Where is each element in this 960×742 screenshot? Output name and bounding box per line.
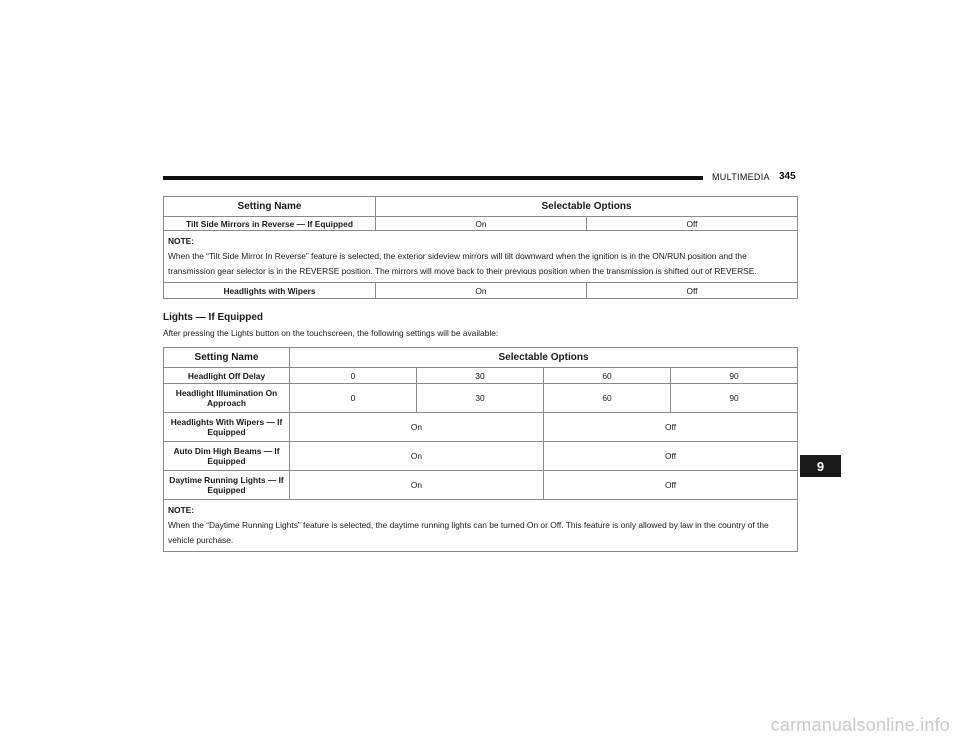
table-row	[164, 442, 798, 471]
option-value: 90	[671, 384, 798, 413]
option-value: 30	[417, 368, 544, 384]
chapter-tab: 9	[800, 455, 841, 477]
note-cell	[164, 231, 798, 283]
option-value: On	[290, 442, 544, 471]
header-selectable-options: Selectable Options	[290, 348, 798, 368]
header-setting-name: Setting Name	[164, 197, 376, 217]
section-heading: Lights — If Equipped	[163, 312, 263, 323]
table-row	[164, 413, 798, 442]
table-row	[164, 217, 798, 231]
option-value: Off	[544, 442, 798, 471]
page-number: 345	[779, 171, 796, 182]
option-value: 60	[544, 368, 671, 384]
table-row	[164, 471, 798, 500]
setting-name: Tilt Side Mirrors in Reverse — If Equipped	[164, 217, 376, 231]
header-rule	[163, 176, 703, 180]
table-row	[164, 384, 798, 413]
note-title: NOTE:	[168, 505, 195, 515]
option-value: On	[376, 283, 587, 299]
option-value: On	[376, 217, 587, 231]
option-value: Off	[544, 413, 798, 442]
setting-name: Auto Dim High Beams — If Equipped	[164, 442, 290, 471]
setting-name: Headlight Illumination On Approach	[164, 384, 290, 413]
setting-name: Headlight Off Delay	[164, 368, 290, 384]
setting-name: Headlights with Wipers	[164, 283, 376, 299]
table-row	[164, 283, 798, 299]
header-setting-name: Setting Name	[164, 348, 290, 368]
note-text: When the “Tilt Side Mirror In Reverse” feature is selected, the exterior sideview mirrors will tilt downward when the ignition is in the ON/RUN position and the transmission gear selector is in the REVERSE position. The mirrors will move back to their previous position when the transmission is shifted out of REVERSE.	[168, 251, 757, 276]
option-value: 0	[290, 384, 417, 413]
option-value: On	[290, 413, 544, 442]
note-cell	[164, 500, 798, 552]
header-selectable-options: Selectable Options	[376, 197, 798, 217]
settings-table-mirrors	[163, 196, 798, 299]
option-value: 60	[544, 384, 671, 413]
setting-name: Daytime Running Lights — If Equipped	[164, 471, 290, 500]
table-row	[164, 368, 798, 384]
option-value: 90	[671, 368, 798, 384]
section-intro: After pressing the Lights button on the touchscreen, the following settings will be available:	[163, 328, 499, 338]
option-value: On	[290, 471, 544, 500]
note-text: When the “Daytime Running Lights” feature is selected, the daytime running lights can be turned On or Off. This feature is only allowed by law in the country of the vehicle purchase.	[168, 520, 769, 545]
option-value: Off	[587, 283, 798, 299]
footer-watermark: carmanualsonline.info	[770, 715, 950, 735]
section-label: MULTIMEDIA	[712, 172, 770, 182]
option-value: Off	[544, 471, 798, 500]
settings-table-lights	[163, 347, 798, 552]
option-value: 0	[290, 368, 417, 384]
option-value: 30	[417, 384, 544, 413]
note-row	[164, 231, 798, 283]
note-title: NOTE:	[168, 236, 195, 246]
option-value: Off	[587, 217, 798, 231]
note-row	[164, 500, 798, 552]
setting-name: Headlights With Wipers — If Equipped	[164, 413, 290, 442]
